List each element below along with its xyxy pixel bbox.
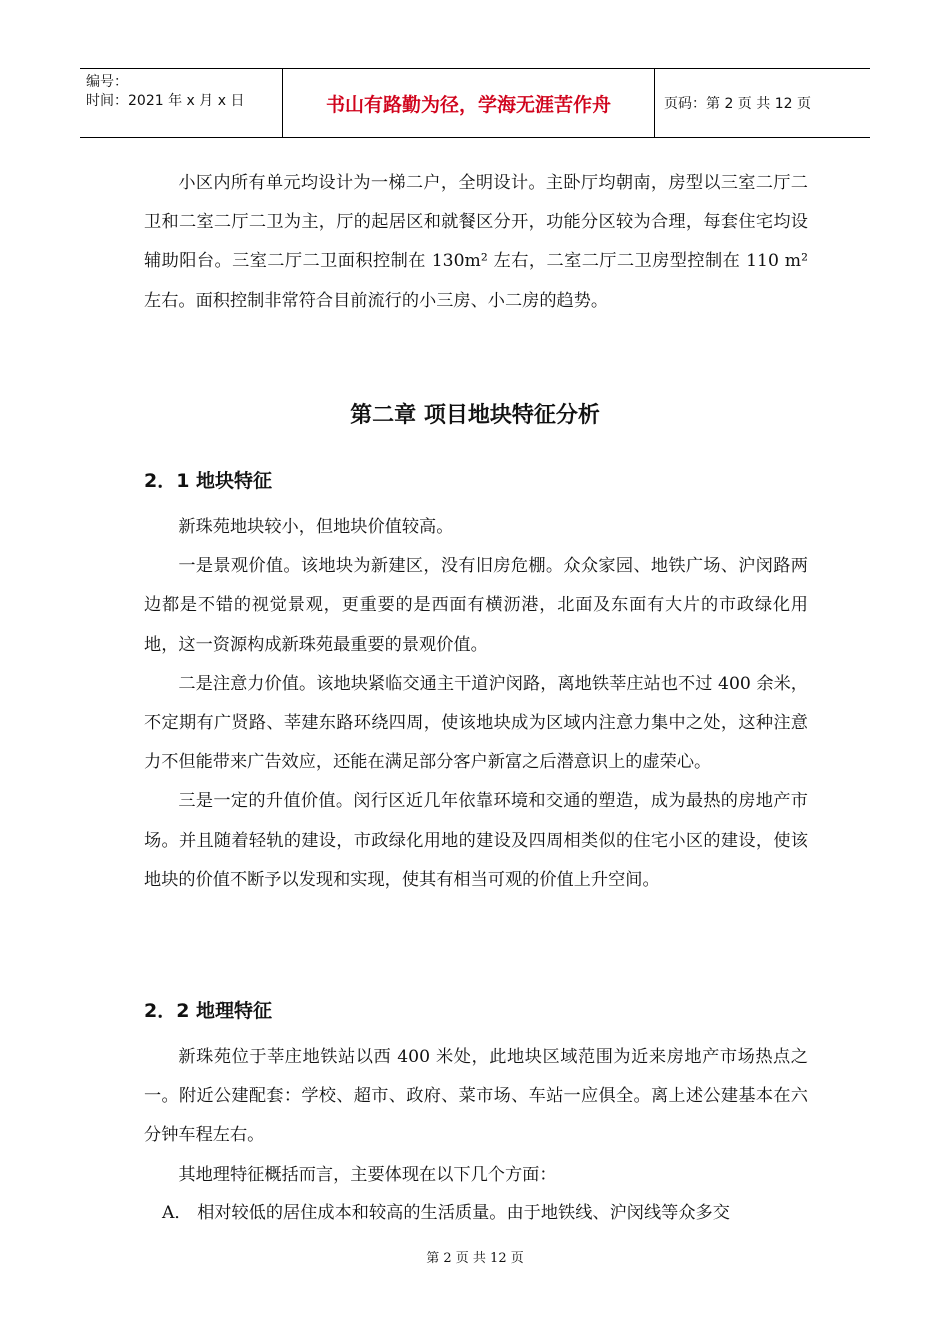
page-footer: 第 2 页 共 12 页: [426, 1251, 524, 1266]
page-header: [80, 68, 870, 138]
header-meta: [80, 69, 282, 137]
section-geo-body: [144, 1038, 808, 1195]
intro-paragraph: 小区内所有单元均设计为一梯二户，全明设计。主卧厅均朝南，房型以三室二厅二卫和二室二厅二卫为主，厅的起居区和就餐区分开，功能分区较为合理，每套住宅均设辅助阳台。三室二厅二卫面积控制在 130m² 左右，二室二厅二卫房型控制在 110 m² 左右。面积控制非常符合目前流行的小三房、小二房的趋势。: [144, 173, 808, 311]
geo-paragraph: 新珠苑位于莘庄地铁站以西 400 米处，此地块区域范围为近来房地产市场热点之一。附近公建配套：学校、超市、政府、菜市场、车站一应俱全。离上述公建基本在六分钟车程左右。: [144, 1047, 808, 1146]
land-paragraph: 二是注意力价值。该地块紧临交通主干道沪闵路，离地铁莘庄站也不过 400 余米，不定期有广贤路、莘建东路环绕四周，使该地块成为区域内注意力集中之处，这种注意力不但能带来广告效应，还能在满足部分客户新富之后潜意识上的虚荣心。: [144, 673, 808, 773]
header-number: 编号：: [86, 74, 128, 90]
section-heading-geo: 2．2 地理特征: [144, 1000, 273, 1022]
chapter-title: 第二章 项目地块特征分析: [350, 403, 600, 428]
header-date: 时间：2021 年 x 月 x 日: [86, 93, 245, 109]
land-paragraph: 三是一定的升值价值。闵行区近几年依靠环境和交通的塑造，成为最热的房地产市场。并且随着轻轨的建设，市政绿化用地的建设及四周相类似的住宅小区的建设，使该地块的价值不断予以发现和实现，使其有相当可观的价值上升空间。: [144, 791, 808, 890]
intro-block: [144, 164, 808, 321]
section-heading-land: 2．1 地块特征: [144, 470, 273, 492]
header-page-label: 页码：第 2 页 共 12 页: [664, 96, 811, 112]
geo-list-item-a: A． 相对较低的居住成本和较高的生活质量。由于地铁线、沪闵线等众多交: [162, 1203, 730, 1223]
section-land-body: [144, 508, 808, 900]
geo-paragraph: 其地理特征概括而言，主要体现在以下几个方面：: [178, 1164, 557, 1185]
header-motto: 书山有路勤为径，学海无涯苦作舟: [282, 69, 655, 137]
land-paragraph: 一是景观价值。该地块为新建区，没有旧房危棚。众众家园、地铁广场、沪闵路两边都是不错的视觉景观，更重要的是西面有横沥港，北面及东面有大片的市政绿化用地，这一资源构成新珠苑最重要的景观价值。: [144, 556, 808, 655]
land-paragraph: 新珠苑地块较小，但地块价值较高。: [178, 517, 454, 537]
